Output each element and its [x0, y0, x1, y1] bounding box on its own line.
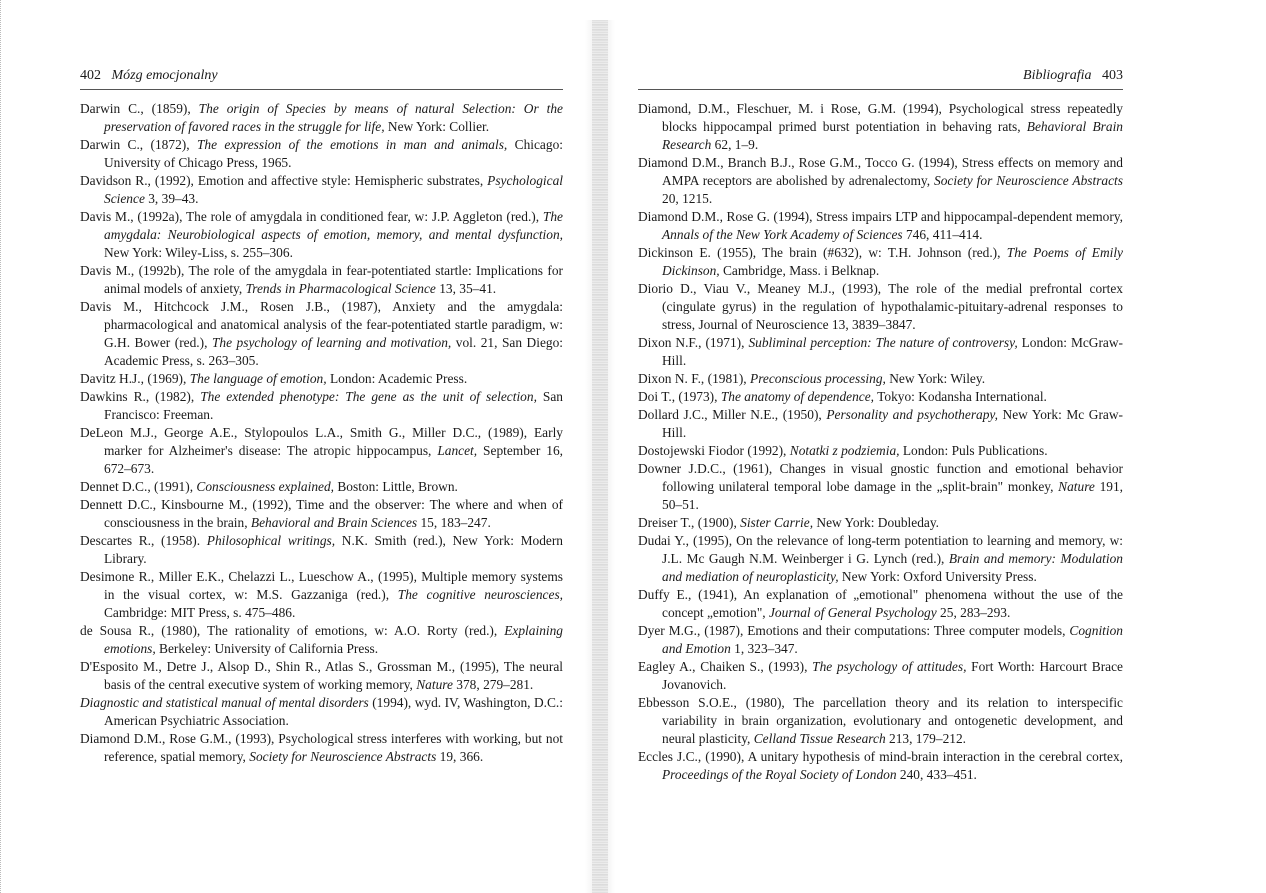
entry-text: Davis M., (1992b), The role of the amygdala in fear-potentiated startle: Implications for animal models of anxiety, [80, 263, 563, 296]
entry-text: Eagley A., Chaiken S., (1993), [638, 659, 813, 674]
entry-text: Davis M., Hitchcock J.M., Rosen J.B., (1987), Anxiety and the amygdala: pharmacological and anatomical analysis of the fear-potentiated startle paradigm, w: G.H. Bower (red.), [80, 299, 563, 350]
entry-text: de Sousa R., (1980), The rationality of emotions, w: A.O. Rorty (red.), [80, 623, 505, 638]
bibliography-list [638, 100, 1123, 784]
entry-text: Doi T., (1973), [638, 389, 721, 404]
bibliography-entry [80, 496, 563, 532]
entry-italic-text: The psychology of learning and motivation, [211, 335, 452, 350]
page-number: 402 [80, 68, 101, 83]
header-rule [638, 89, 1123, 90]
entry-text: New York: Mc Graw-Hill. [662, 407, 1123, 440]
bibliography-entry [80, 658, 563, 694]
page-number: 403 [1102, 68, 1123, 83]
bibliography-entry [638, 334, 1123, 370]
entry-text: London: Academic Press. [326, 371, 468, 386]
entry-italic-text: Consciousness explained, [196, 479, 335, 494]
entry-text: Dixon N.F., (1971), [638, 335, 749, 350]
right-page [626, 0, 1266, 893]
entry-text: Diamond D.M., Rose G. (1994), Stress impairs LTP and hippocampal-dependent memory, [638, 209, 1123, 224]
entry-text: Dickinson E. (1955), The brain (#632), w: T.H. Johnson (red.), [638, 245, 1007, 260]
bibliography-entry [80, 388, 563, 424]
bibliography-entry [638, 514, 1123, 532]
header-rule [80, 89, 563, 90]
entry-text: 746, 411–414. [902, 227, 983, 242]
entry-italic-text: Nature [416, 677, 453, 692]
entry-text: Boston: Little, Brown. [334, 479, 458, 494]
bibliography-entry [80, 172, 563, 208]
entry-text: Chicago: University of Chicago Press, 1965. [104, 137, 563, 170]
left-page-header [80, 68, 218, 84]
entry-text: New York: Wiley-Liss, s. 255–306. [104, 245, 293, 260]
entry-italic-text: Personality and psychotherapy, [826, 407, 998, 422]
entry-text: Fort Worth: Harcourt Brace Jovanovich. [662, 659, 1123, 692]
entry-text: 213, 179–212. [885, 731, 966, 746]
entry-italic-text: The extended phenotype: The gene as the unit of selection, [200, 389, 537, 404]
entry-text: 191, 50–51. [662, 479, 1124, 512]
bibliography-entry [638, 460, 1123, 514]
entry-text: D'Esposito M., Detre J., Alsop D., Shin R., Atlas S., Grossman M., (1995), The neural basis of the central executive system of working memory, [80, 659, 563, 692]
bibliography-entry [80, 532, 563, 568]
entry-italic-text: Brain and memory: Modulation and mediation of neuroplasticity, [662, 551, 1123, 584]
entry-italic-text: Society for Neuroscience Abstracts [934, 173, 1123, 188]
entry-text: Davis M., (1992a), The role of amygdala in conditioned fear, w: J.P. Aggleton (red.), [80, 209, 543, 224]
bibliography-entry [638, 370, 1123, 388]
running-title: Bibliografia [1023, 68, 1092, 83]
entry-text: Dawkins R., (1982), [80, 389, 201, 404]
bibliography-entry [80, 568, 563, 622]
entry-text: 25, 283–293. [936, 605, 1011, 620]
bibliography-entry [80, 370, 563, 388]
entry-text: 240, 433–451. [896, 767, 977, 782]
entry-text: Eccles J.C., (1990), A unitary hypothesis of mind-brain interaction in the cerebral cortex, [638, 749, 1123, 764]
entry-italic-text: The origin of Species by means of natural Selection: Or the preservation of favored races in the struggle for life, [104, 101, 563, 134]
entry-text: Berkeley: University of California Press. [155, 641, 379, 656]
entry-italic-text: The cognitive neurosciences, [397, 587, 563, 602]
entry-text: Davidson R., (1992), Emotion and affective style: Hemispheric substrates, [80, 173, 488, 188]
bibliography-entry [638, 658, 1123, 694]
entry-text: vol. 21, San Diego: Academic Press, s. 263–305. [104, 335, 563, 368]
entry-text: DeLeon M.J., George A.E., Stylopoulos L.A., Smith G., Miller D.C., (1989), Early marker for Alzheimer's disease: The atropic hippocampus, [80, 425, 563, 458]
bibliography-entry [80, 136, 563, 172]
entry-text: Dixon N. F., (1981), [638, 371, 751, 386]
entry-italic-text: The anatomy of dependence, [720, 389, 875, 404]
entry-text: 20, 1215. [662, 191, 713, 206]
entry-italic-text: Nature [1058, 479, 1095, 494]
bibliography-entry [80, 730, 563, 766]
bibliography-entry [638, 154, 1123, 208]
bibliography-entry [638, 280, 1123, 334]
bibliography-entry [638, 622, 1123, 658]
entry-italic-text: Philosophical writings, [206, 533, 336, 548]
entry-italic-text: Behavioral and Brain Sciences [250, 515, 418, 530]
entry-text: Tokyo: Kodansha International. [874, 389, 1047, 404]
entry-italic-text: Journal of General Psychology [768, 605, 937, 620]
entry-text: New York: Wiley. [885, 371, 986, 386]
bibliography-entry [638, 748, 1123, 784]
bibliography-entry [80, 100, 563, 136]
entry-italic-text: Lancet, [437, 443, 478, 458]
entry-text: San Francisco: Freeman. [104, 389, 563, 422]
entry-text: Desimone R., Miller E.K., Chelazzi L., Lueschow A., (1995), Multiple memory systems in the visual cortex, w: M.S. Gazzaniga (red.), [80, 569, 563, 602]
entry-text: (1994), wyd. IV, Washington, D.C.: American Psychiatric Association. [104, 695, 563, 728]
bibliography-entry [638, 406, 1123, 442]
entry-text: 378, 279–281. [452, 677, 534, 692]
entry-italic-text: Annals of the New York Academy of Sciences [662, 227, 903, 242]
entry-italic-text: Proceedings of the Royal Society of London [662, 767, 897, 782]
entry-text: Darwin C., (1872), [80, 137, 197, 152]
entry-text: Dreiser T., (1900), [638, 515, 741, 530]
entry-italic-text: Preconscious processing, [750, 371, 886, 386]
entry-text: New York: Collier. [384, 119, 490, 134]
entry-text: Diorio D., Viau V., Meaney M.J., (1993), The role of the medial prefrontal cortex (cingulate gyrus) in the regulation of hypothalamic-pituitary-adrenal responses to stress, Journal of Neuroscience 13, 3839–3847. [638, 281, 1123, 332]
entry-italic-text: Cognition and Emotion [662, 623, 1123, 656]
bibliography-entry [638, 532, 1123, 586]
running-title: Mózg emocjonalny [111, 68, 218, 83]
entry-text: N.K. Smith (red.), New York: Modern Library. [104, 533, 563, 566]
entry-text: Dollard J.C., Miller N.E., (1950), [638, 407, 827, 422]
bibliography-entry [638, 244, 1123, 280]
left-page [0, 0, 600, 893]
bibliography-entry [638, 694, 1123, 748]
bibliography-entry [80, 424, 563, 478]
entry-italic-text: Society for Neuroscience Abstracts [249, 749, 437, 764]
entry-text: London: Puls Publications. [899, 443, 1048, 458]
bibliography-entry [80, 478, 563, 496]
bibliography-entry [638, 208, 1123, 244]
entry-text: New York: Oxford University Press. [838, 569, 1037, 584]
entry-italic-text: The amygdala: Neurobiological aspects of emotion, memory, and mental dysfunction, [104, 209, 563, 242]
entry-text: Dennet D.C., (1991), [80, 479, 197, 494]
entry-text: Diamond D.M., Branch B.J., Rose G.M., Tocco G. (1994), Stress effects on memory and AMPA receptors are abolished by adrenalectomy, [638, 155, 1123, 188]
entry-text: 3, 39–43. [144, 191, 199, 206]
entry-text: 1, 323–347. [730, 641, 798, 656]
entry-italic-text: Psychological Science [104, 173, 563, 206]
entry-italic-text: The psychology of attitudes, [812, 659, 967, 674]
entry-italic-text: Notatki z podziemia, [789, 443, 900, 458]
entry-italic-text: The language of emotion, [189, 371, 327, 386]
bibliography-entry [638, 586, 1123, 622]
entry-italic-text: Subliminal perception: The nature of controversy, [748, 335, 1018, 350]
entry-italic-text: The Poems of Emily Dickinson, [662, 245, 1124, 278]
bibliography-entry [638, 442, 1123, 460]
entry-text: London: McGraw-Hill. [662, 335, 1123, 368]
entry-text: Dennett D.C., Kinsbourne M., (1992), Time and the observer: The where and when of consciousness in the brain, [80, 497, 563, 530]
entry-text: Ebbesson S.O.E., (1980), The parcellation theory and its relation to interspecific variability in brain organization, evolutionary and ontogenetic development, and neural plasticity, [638, 695, 1123, 746]
entry-italic-text: Explaining emotions, [104, 623, 563, 656]
entry-text: Diamond D.M., Rose G.M., (1993), Psychological stress interferes with working, but not reference, spatial memory, [80, 731, 563, 764]
bibliography-entry [80, 208, 563, 262]
entry-text: Dyer M.G., (1987), Emotions and their computations: Three computer models, [638, 623, 1070, 638]
entry-text: Cambridge: MIT Press, s. 475–486. [104, 605, 296, 620]
bibliography-entry [80, 694, 563, 730]
entry-italic-text: Celland Tissue Research [753, 731, 886, 746]
entry-text: Downer J.D.C., (1961), Changes in visual gnostic function and emotional behavior following unilateral temporal lobe damage in the „split-brain" monkey, [638, 461, 1123, 494]
entry-italic-text: Behavioral Brain Research [662, 119, 1123, 152]
bibliography-list [80, 100, 563, 766]
entry-text: Darwin C., (1859), [80, 101, 199, 116]
entry-italic-text: Diagnostic and statistical manual of mental disorders [80, 695, 369, 710]
entry-text: Diamond, D.M., Fleschuer, M. i Rose, G.M. (1994), Psychological stress repeatedly blocks hippocampal primed burst potentiation in behaving rats, [638, 101, 1123, 134]
entry-text: 19, 366. [436, 749, 484, 764]
entry-text: Duffy E., (1941), An explanation of „emotional" phenomena without the use of the concept „emotion", [638, 587, 1123, 620]
entry-text: Descartes R., (1958). [80, 533, 207, 548]
entry-italic-text: Trends in Pharmacological Science [245, 281, 436, 296]
entry-italic-text: Sister Carrie, [740, 515, 814, 530]
entry-text: Dudai Y., (1995), On the relevance of long-term potentiation to learning and memory, w: J.L. Mc Gaugh N.M. Weinberger i G. Lynch (red.), [638, 533, 1123, 566]
entry-text: 15, 183–247. [417, 515, 491, 530]
bibliography-entry [80, 298, 563, 370]
bibliography-entry [638, 388, 1123, 406]
entry-text: Davitz H.J., (1969), [80, 371, 190, 386]
entry-text: New York: Doubleday. [813, 515, 940, 530]
right-page-header [1023, 68, 1123, 84]
entry-text: Cambridge, Mass. i Belknap. [719, 263, 880, 278]
entry-text: September 16, 672–673. [104, 443, 563, 476]
entry-text: 13, 35–41. [435, 281, 497, 296]
bibliography-entry [638, 100, 1123, 154]
entry-text: Dostojewski Fiodor (1992), [638, 443, 790, 458]
entry-italic-text: The expression of the emotions in man and animals, [196, 137, 508, 152]
bibliography-entry [80, 262, 563, 298]
bibliography-entry [80, 622, 563, 658]
entry-text: 62, 1–9. [711, 137, 759, 152]
